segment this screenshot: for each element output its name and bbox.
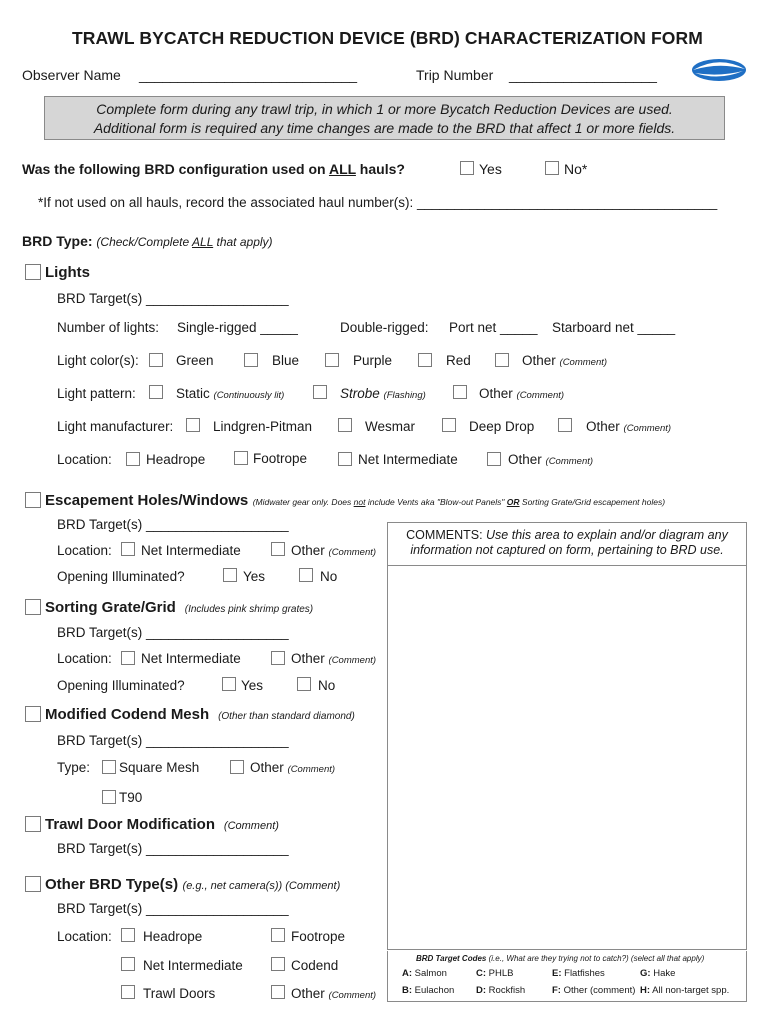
manuf-lindgren-label: Lindgren-Pitman xyxy=(213,419,313,434)
lights-loc-footrope-label: Footrope xyxy=(253,451,308,466)
light-pattern-label: Light pattern: xyxy=(57,386,136,401)
target-code-item xyxy=(640,985,729,996)
target-code-item xyxy=(640,968,675,979)
target-code-value: Hake xyxy=(653,968,676,979)
light-color-label: Light color(s): xyxy=(57,353,139,368)
codend-t90-checkbox[interactable] xyxy=(102,790,116,804)
escapement-opening-no-label: No xyxy=(320,569,338,584)
target-code-key: G: xyxy=(640,968,651,979)
lights-loc-other-comment: (Comment) xyxy=(545,456,594,467)
escapement-opening-yes-checkbox[interactable] xyxy=(223,568,237,582)
lights-loc-netint-checkbox[interactable] xyxy=(338,452,352,466)
other-brd-title: Other BRD Type(s) xyxy=(45,876,179,893)
instructions-line-1: Complete form during any trawl trip, in which 1 or more Bycatch Reduction Devices are used. xyxy=(96,101,673,117)
agency-logo xyxy=(690,57,748,83)
escapement-note-b: include Vents aka "Blow-out Panels" xyxy=(365,497,507,507)
escapement-loc-other-checkbox[interactable] xyxy=(271,542,285,556)
all-hauls-question xyxy=(22,161,405,177)
pattern-other-text: Other xyxy=(479,386,513,401)
port-net-field[interactable]: Port net _____ xyxy=(449,320,538,335)
sorting-opening-yes-label: Yes xyxy=(241,678,264,693)
trawldoor-note: (Comment) xyxy=(223,820,279,832)
target-code-key: D: xyxy=(476,985,487,996)
sorting-loc-netint-checkbox[interactable] xyxy=(121,651,135,665)
escapement-checkbox[interactable] xyxy=(25,492,41,508)
manuf-other-label xyxy=(586,419,671,434)
other-brd-loc-trawldoors-checkbox[interactable] xyxy=(121,985,135,999)
other-brd-loc-netint-label: Net Intermediate xyxy=(143,958,243,973)
pattern-static-note: (Continuously lit) xyxy=(213,390,285,401)
pattern-strobe-checkbox[interactable] xyxy=(313,385,327,399)
sorting-brd-target-field[interactable]: BRD Target(s) ___________________ xyxy=(57,625,289,640)
pattern-strobe-text: Strobe xyxy=(340,386,380,401)
sorting-loc-other-comment: (Comment) xyxy=(328,655,377,666)
target-code-key: H: xyxy=(640,985,651,996)
color-other-comment: (Comment) xyxy=(559,357,608,368)
codend-other-comment: (Comment) xyxy=(287,764,336,775)
form-title: TRAWL BYCATCH REDUCTION DEVICE (BRD) CHARACTERIZATION FORM xyxy=(72,28,703,48)
other-brd-loc-other-label xyxy=(291,986,376,1001)
other-brd-loc-other-text: Other xyxy=(291,986,325,1001)
question-text: Was the following BRD configuration used on xyxy=(22,161,329,177)
other-brd-loc-codend-checkbox[interactable] xyxy=(271,957,285,971)
sorting-heading xyxy=(45,599,313,617)
lights-loc-other-checkbox[interactable] xyxy=(487,452,501,466)
other-brd-loc-headrope-checkbox[interactable] xyxy=(121,928,135,942)
lights-loc-netint-label: Net Intermediate xyxy=(358,452,458,467)
codend-heading xyxy=(45,706,355,724)
escapement-location-label: Location: xyxy=(57,543,112,558)
escapement-note-not: not xyxy=(353,497,366,507)
sorting-checkbox[interactable] xyxy=(25,599,41,615)
manuf-lindgren-checkbox[interactable] xyxy=(186,418,200,432)
trip-number-label: Trip Number xyxy=(416,67,494,83)
color-green-checkbox[interactable] xyxy=(149,353,163,367)
pattern-other-label xyxy=(479,386,564,401)
question-text-end: hauls? xyxy=(355,161,405,177)
codend-square-label: Square Mesh xyxy=(119,760,200,775)
sorting-opening-no-checkbox[interactable] xyxy=(297,677,311,691)
target-code-item xyxy=(476,985,525,996)
color-other-text: Other xyxy=(522,353,556,368)
trip-number-field[interactable]: ___________________ xyxy=(509,67,657,83)
all-hauls-no-label: No* xyxy=(564,161,588,177)
escapement-note-or: OR xyxy=(506,497,520,507)
instructions-box xyxy=(44,96,725,140)
sorting-loc-netint-label: Net Intermediate xyxy=(141,651,241,666)
other-brd-location-label: Location: xyxy=(57,929,112,944)
brd-type-note: (Check/Complete xyxy=(96,235,193,249)
all-hauls-yes-label: Yes xyxy=(479,161,502,177)
pattern-other-checkbox[interactable] xyxy=(453,385,467,399)
escapement-opening-yes-label: Yes xyxy=(243,569,266,584)
comments-label: COMMENTS: xyxy=(406,528,483,542)
other-brd-loc-other-comment: (Comment) xyxy=(328,990,377,1001)
codend-other-label xyxy=(250,760,335,775)
manuf-deepdrop-checkbox[interactable] xyxy=(442,418,456,432)
sorting-opening-label: Opening Illuminated? xyxy=(57,678,185,693)
target-code-key: A: xyxy=(402,968,413,979)
target-codes-note: (i.e., What are they trying not to catch?) (select all that apply) xyxy=(486,954,705,963)
other-brd-loc-other-checkbox[interactable] xyxy=(271,985,285,999)
color-blue-checkbox[interactable] xyxy=(244,353,258,367)
codend-note: (Other than standard diamond) xyxy=(218,711,355,722)
sorting-loc-other-label xyxy=(291,651,376,666)
codend-other-text: Other xyxy=(250,760,284,775)
other-brd-target-field[interactable]: BRD Target(s) ___________________ xyxy=(57,901,289,916)
comments-header xyxy=(388,523,746,566)
target-code-value: PHLB xyxy=(488,968,514,979)
trawldoor-brd-target-field[interactable]: BRD Target(s) ___________________ xyxy=(57,841,289,856)
lights-loc-other-text: Other xyxy=(508,452,542,467)
double-rigged-label: Double-rigged: xyxy=(340,320,429,335)
lights-location-label: Location: xyxy=(57,452,112,467)
sorting-location-label: Location: xyxy=(57,651,112,666)
sorting-note: (Includes pink shrimp grates) xyxy=(184,604,314,615)
target-code-item xyxy=(402,968,447,979)
other-brd-checkbox[interactable] xyxy=(25,876,41,892)
codend-brd-target-field[interactable]: BRD Target(s) ___________________ xyxy=(57,733,289,748)
manuf-other-checkbox[interactable] xyxy=(558,418,572,432)
other-brd-loc-headrope-label: Headrope xyxy=(143,929,203,944)
escapement-opening-label: Opening Illuminated? xyxy=(57,569,185,584)
codend-title: Modified Codend Mesh xyxy=(45,706,210,723)
color-red-checkbox[interactable] xyxy=(418,353,432,367)
target-code-item xyxy=(476,968,514,979)
target-code-value: All non-target spp. xyxy=(652,985,730,996)
lights-brd-target-field[interactable]: BRD Target(s) ___________________ xyxy=(57,291,289,306)
sorting-loc-other-checkbox[interactable] xyxy=(271,651,285,665)
trawldoor-title: Trawl Door Modification xyxy=(45,816,216,833)
target-codes-header xyxy=(416,954,704,963)
lights-title: Lights xyxy=(45,264,90,281)
escapement-loc-other-label xyxy=(291,543,376,558)
escapement-title: Escapement Holes/Windows xyxy=(45,492,249,509)
comments-text-1: Use this area to explain and/or diagram any xyxy=(486,528,728,542)
target-code-key: C: xyxy=(476,968,487,979)
manuf-deepdrop-label: Deep Drop xyxy=(469,419,535,434)
target-codes-box xyxy=(387,951,747,1002)
target-code-item xyxy=(552,985,635,996)
target-code-value: Rockfish xyxy=(488,985,526,996)
codend-t90-label: T90 xyxy=(119,790,143,805)
target-code-key: E: xyxy=(552,968,562,979)
other-brd-loc-netint-checkbox[interactable] xyxy=(121,957,135,971)
manuf-other-comment: (Comment) xyxy=(623,423,672,434)
escapement-loc-netint-checkbox[interactable] xyxy=(121,542,135,556)
manuf-other-text: Other xyxy=(586,419,620,434)
starboard-net-field[interactable]: Starboard net _____ xyxy=(552,320,676,335)
single-rigged-field[interactable]: Single-rigged _____ xyxy=(177,320,298,335)
pattern-strobe-note: (Flashing) xyxy=(383,390,426,401)
color-other-label xyxy=(522,353,607,368)
color-blue-label: Blue xyxy=(272,353,300,368)
observer-name-field[interactable]: ____________________________ xyxy=(139,67,358,83)
codend-other-checkbox[interactable] xyxy=(230,760,244,774)
escapement-opening-no-checkbox[interactable] xyxy=(299,568,313,582)
lights-loc-headrope-label: Headrope xyxy=(146,452,206,467)
brd-type-heading xyxy=(22,233,273,249)
escapement-note-c: Sorting Grate/Grid escapement holes) xyxy=(519,497,666,507)
sorting-opening-no-label: No xyxy=(318,678,336,693)
manuf-wesmar-label: Wesmar xyxy=(365,419,416,434)
sorting-opening-yes-checkbox[interactable] xyxy=(222,677,236,691)
other-brd-loc-footrope-label: Footrope xyxy=(291,929,346,944)
manuf-wesmar-checkbox[interactable] xyxy=(338,418,352,432)
escapement-heading xyxy=(45,492,665,510)
other-brd-loc-codend-label: Codend xyxy=(291,958,339,973)
comments-box xyxy=(387,522,747,950)
lights-checkbox[interactable] xyxy=(25,264,41,280)
other-brd-heading xyxy=(45,876,340,894)
color-red-label: Red xyxy=(446,353,471,368)
question-emph: ALL xyxy=(328,161,356,177)
sorting-title: Sorting Grate/Grid xyxy=(45,599,176,616)
escapement-brd-target-field[interactable]: BRD Target(s) ___________________ xyxy=(57,517,289,532)
brd-type-note-end: that apply) xyxy=(213,235,273,249)
target-code-value: Flatfishes xyxy=(564,968,605,979)
observer-name-label: Observer Name xyxy=(22,67,121,83)
color-other-checkbox[interactable] xyxy=(495,353,509,367)
haul-numbers-field[interactable]: *If not used on all hauls, record the associated haul number(s): ________________________________________ xyxy=(38,195,718,210)
lights-loc-headrope-checkbox[interactable] xyxy=(126,452,140,466)
brd-type-emph: ALL xyxy=(192,235,214,249)
all-hauls-yes-checkbox[interactable] xyxy=(460,161,474,175)
lights-loc-other-label xyxy=(508,452,593,467)
comments-area[interactable] xyxy=(388,566,746,949)
brd-type-label: BRD Type: xyxy=(22,233,93,249)
target-codes-title: BRD Target Codes xyxy=(416,954,487,963)
instructions-line-2: Additional form is required any time changes are made to the BRD that affect 1 or more fields. xyxy=(93,120,676,136)
other-brd-note: (e.g., net camera(s)) (Comment) xyxy=(182,880,341,892)
target-code-value: Eulachon xyxy=(414,985,455,996)
comments-text-2: information not captured on form, pertaining to BRD use. xyxy=(410,543,724,557)
pattern-static-checkbox[interactable] xyxy=(149,385,163,399)
color-purple-label: Purple xyxy=(353,353,393,368)
light-manufacturer-label: Light manufacturer: xyxy=(57,419,174,434)
codend-square-checkbox[interactable] xyxy=(102,760,116,774)
escapement-note-a: (Midwater gear only. Does xyxy=(252,497,354,507)
other-brd-loc-footrope-checkbox[interactable] xyxy=(271,928,285,942)
escapement-loc-other-text: Other xyxy=(291,543,325,558)
all-hauls-no-checkbox[interactable] xyxy=(545,161,559,175)
color-purple-checkbox[interactable] xyxy=(325,353,339,367)
escapement-loc-other-comment: (Comment) xyxy=(328,547,377,558)
target-code-key: F: xyxy=(552,985,561,996)
pattern-static-label xyxy=(176,386,284,401)
codend-type-label: Type: xyxy=(57,760,91,775)
target-code-key: B: xyxy=(402,985,413,996)
target-code-value: Other (comment) xyxy=(563,985,636,996)
target-code-value: Salmon xyxy=(414,968,447,979)
sorting-loc-other-text: Other xyxy=(291,651,325,666)
other-brd-loc-trawldoors-label: Trawl Doors xyxy=(143,986,216,1001)
lights-loc-footrope-checkbox[interactable] xyxy=(234,451,248,465)
trawldoor-heading xyxy=(45,816,279,834)
codend-checkbox[interactable] xyxy=(25,706,41,722)
pattern-strobe-label xyxy=(340,386,426,401)
num-lights-label: Number of lights: xyxy=(57,320,160,335)
trawldoor-checkbox[interactable] xyxy=(25,816,41,832)
escapement-loc-netint-label: Net Intermediate xyxy=(141,543,241,558)
target-code-item xyxy=(402,985,454,996)
target-code-item xyxy=(552,968,605,979)
pattern-static-text: Static xyxy=(176,386,210,401)
color-green-label: Green xyxy=(176,353,214,368)
pattern-other-comment: (Comment) xyxy=(516,390,565,401)
